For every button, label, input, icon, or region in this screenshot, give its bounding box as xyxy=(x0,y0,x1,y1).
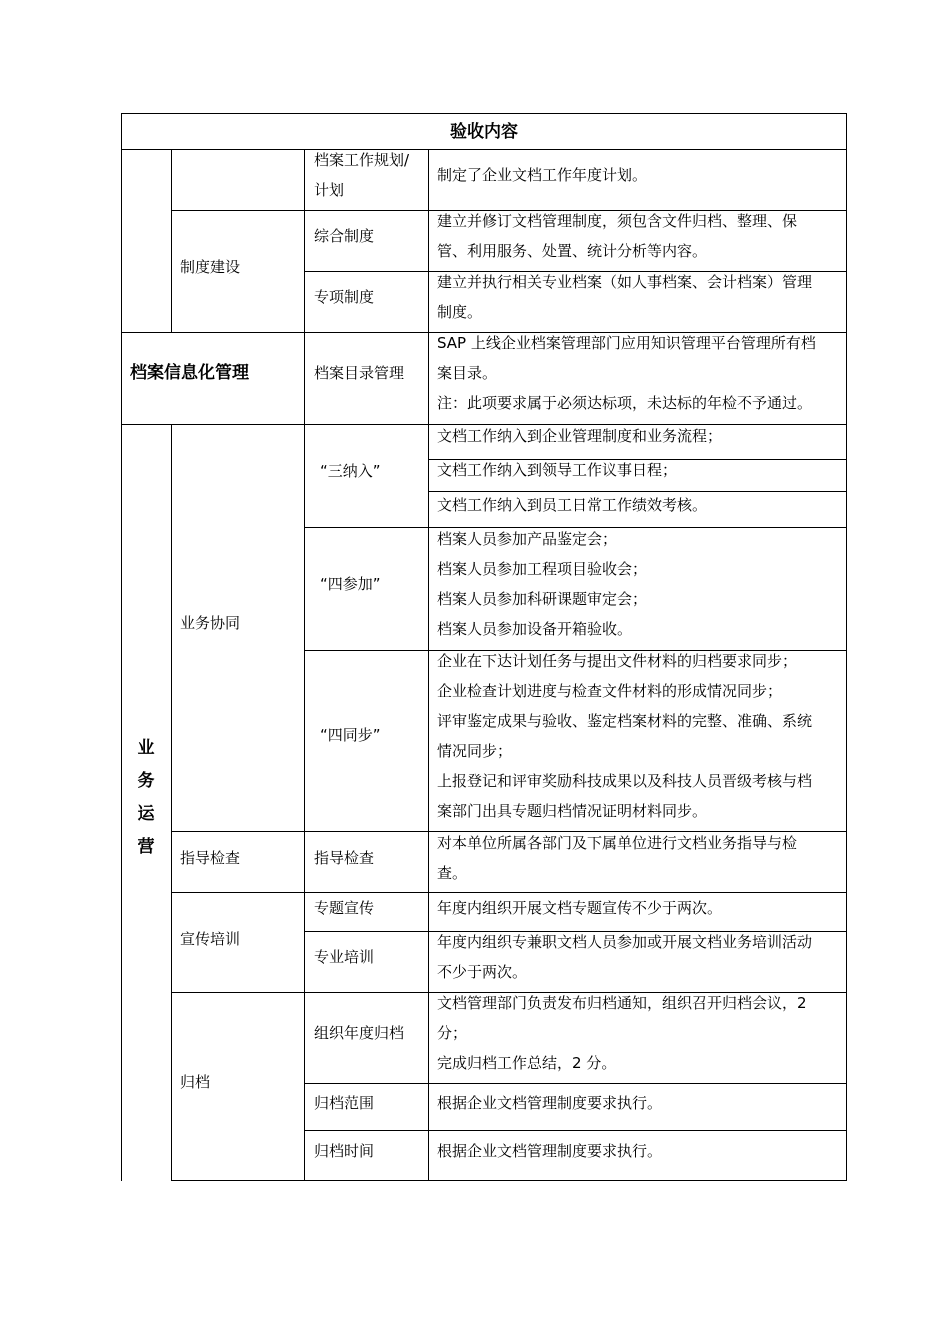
item-content: 文档工作纳入到员工日常工作绩效考核。 xyxy=(437,496,708,514)
item-content: 企业在下达计划任务与提出文件材料的归档要求同步； xyxy=(437,652,798,670)
item-name: “四参加” xyxy=(320,575,381,593)
item-content: 分； xyxy=(437,1024,468,1042)
item-content: 制定了企业文档工作年度计划。 xyxy=(437,166,648,184)
item-content: 文档管理部门负责发布归档通知，组织召开归档会议，2 xyxy=(437,994,807,1012)
item-name: 归档范围 xyxy=(314,1094,375,1112)
group-label: 制度建设 xyxy=(180,258,241,276)
item-content: 不少于两次。 xyxy=(437,963,528,981)
rule-right-outer xyxy=(846,113,847,1181)
item-name: 档案工作规划/ xyxy=(314,151,410,169)
rule-top xyxy=(121,113,847,114)
category-label: 档案信息化管理 xyxy=(130,363,249,383)
rule xyxy=(304,1130,847,1131)
item-name: 组织年度归档 xyxy=(314,1024,405,1042)
item-content: 案部门出具专题归档情况证明材料同步。 xyxy=(437,802,708,820)
item-content: 查。 xyxy=(437,864,468,882)
rule-bottom xyxy=(171,1180,847,1181)
item-name: “三纳入” xyxy=(320,462,381,480)
item-content: 档案人员参加科研课题审定会； xyxy=(437,590,648,608)
item-content: 企业检查计划进度与检查文件材料的形成情况同步； xyxy=(437,682,783,700)
group-label: 指导检查 xyxy=(180,849,241,867)
item-content: 根据企业文档管理制度要求执行。 xyxy=(437,1142,663,1160)
item-name: 指导检查 xyxy=(314,849,375,867)
rule-left-outer xyxy=(121,113,122,1181)
item-content: 制度。 xyxy=(437,303,483,321)
item-content: 年度内组织开展文档专题宣传不少于两次。 xyxy=(437,899,723,917)
item-name: 专业培训 xyxy=(314,948,375,966)
item-content: 文档工作纳入到企业管理制度和业务流程； xyxy=(437,427,723,445)
item-name: 专项制度 xyxy=(314,288,375,306)
item-name: “四同步” xyxy=(320,726,381,744)
rule-header-bottom xyxy=(121,149,847,150)
item-content: 注：此项要求属于必须达标项，未达标的年检不予通过。 xyxy=(437,394,813,412)
item-content: 建立并修订文档管理制度，须包含文件归档、整理、保 xyxy=(437,212,798,230)
item-content: 完成归档工作总结，2 分。 xyxy=(437,1054,617,1072)
item-name: 综合制度 xyxy=(314,227,375,245)
item-name: 计划 xyxy=(314,181,345,199)
rule-col3 xyxy=(304,149,305,1181)
item-content: 根据企业文档管理制度要求执行。 xyxy=(437,1094,663,1112)
item-content: 案目录。 xyxy=(437,364,498,382)
item-name: 专题宣传 xyxy=(314,899,375,917)
item-content: 情况同步； xyxy=(437,742,513,760)
item-content: 年度内组织专兼职文档人员参加或开展文档业务培训活动 xyxy=(437,933,813,951)
rule-col2 xyxy=(171,149,172,333)
item-content: 管、利用服务、处置、统计分析等内容。 xyxy=(437,242,708,260)
item-name: 归档时间 xyxy=(314,1142,375,1160)
item-content: 上报登记和评审奖励科技成果以及科技人员晋级考核与档 xyxy=(437,772,813,790)
category-char: 运 xyxy=(137,804,155,824)
rule-col2 xyxy=(171,424,172,1181)
rule xyxy=(304,1083,847,1084)
item-content: 文档工作纳入到领导工作议事日程； xyxy=(437,461,678,479)
group-label: 宣传培训 xyxy=(180,930,241,948)
item-content: 对本单位所属各部门及下属单位进行文档业务指导与检 xyxy=(437,834,798,852)
item-name: 档案目录管理 xyxy=(314,364,405,382)
group-label: 业务协同 xyxy=(180,614,241,632)
item-content: 档案人员参加设备开箱验收。 xyxy=(437,620,633,638)
item-content: 建立并执行相关专业档案（如人事档案、会计档案）管理 xyxy=(437,273,813,291)
category-char: 业 xyxy=(137,738,155,758)
group-label: 归档 xyxy=(180,1073,211,1091)
item-content: SAP 上线企业档案管理部门应用知识管理平台管理所有档 xyxy=(437,334,816,352)
item-content: 档案人员参加产品鉴定会； xyxy=(437,530,618,548)
category-char: 营 xyxy=(137,837,155,857)
item-content: 档案人员参加工程项目验收会； xyxy=(437,560,648,578)
category-char: 务 xyxy=(137,771,155,791)
item-content: 评审鉴定成果与验收、鉴定档案材料的完整、准确、系统 xyxy=(437,712,813,730)
rule-col4 xyxy=(428,149,429,1181)
table-header: 验收内容 xyxy=(450,122,518,142)
